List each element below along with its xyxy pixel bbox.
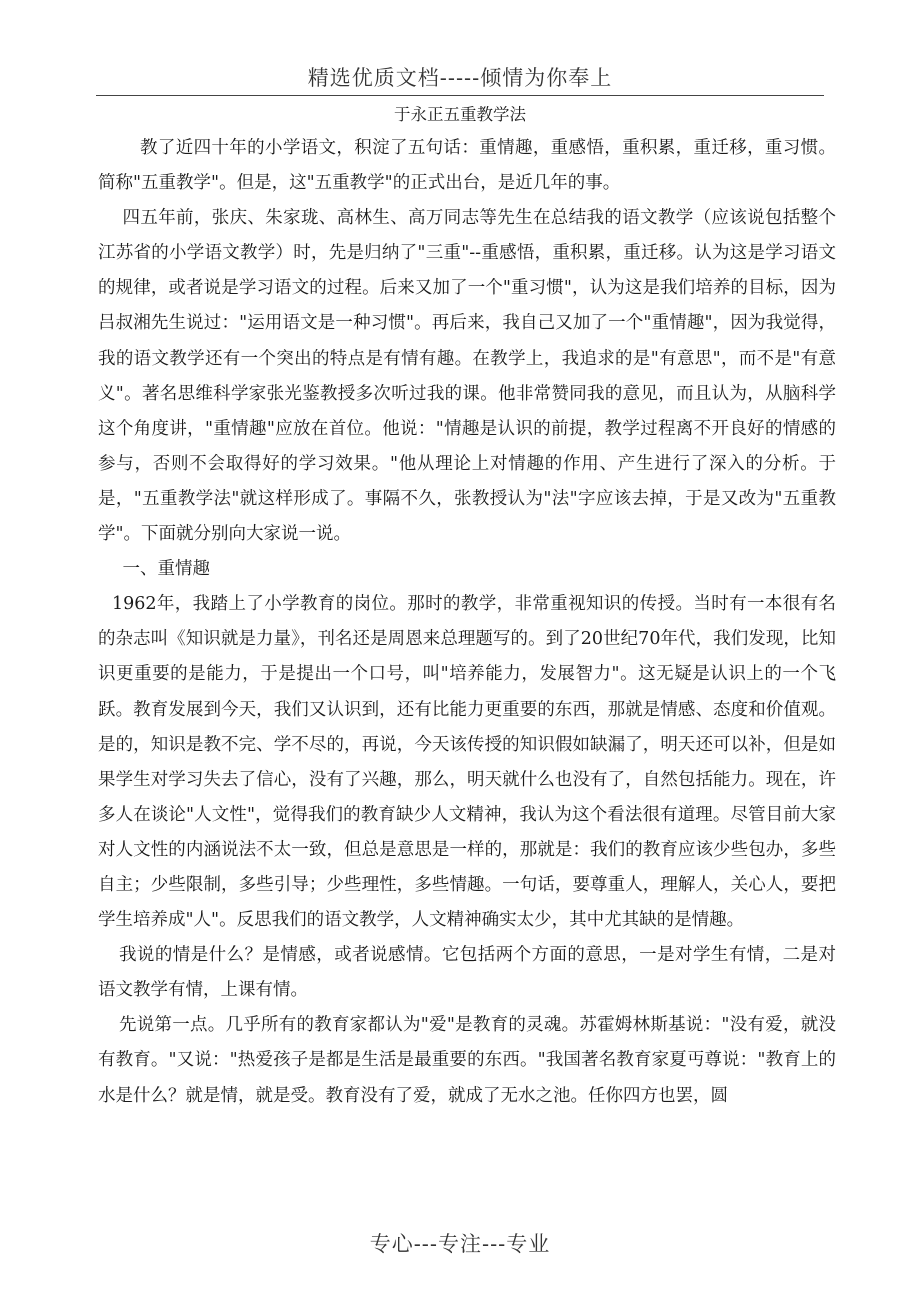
document-body <box>98 131 836 1114</box>
header-divider <box>96 95 824 96</box>
paragraph-qing-definition: 我说的情是什么？是情感，或者说感情。它包括两个方面的意思，一是对学生有情，二是对语文教学有情，上课有情。 <box>98 945 836 1001</box>
document-title: 于永正五重教学法 <box>394 105 526 124</box>
paragraph-1962: 1962年，我踏上了小学教育的岗位。那时的教学，非常重视知识的传授。当时有一本很有名的杂志叫《知识就是力量》，刊名还是周恩来总理题写的。到了20世纪70年代，我们发现，比知识更重要的是能力，于是提出一个口号，叫"培养能力，发展智力"。这无疑是认识上的一个飞跃。教育发展到今天，我们又认识到，还有比能力更重要的东西，那就是情感、态度和价值观。是的，知识是教不完、学不尽的，再说，今天该传授的知识假如缺漏了，明天还可以补，但是如果学生对学习失去了信心，没有了兴趣，那么，明天就什么也没有了，自然包括能力。现在，许多人在谈论"人文性"，觉得我们的教育缺少人文精神，我认为这个看法很有道理。尽管目前大家对人文性的内涵说法不太一致，但总是意思是一样的，那就是：我们的教育应该少些包办，多些自主；少些限制，多些引导；少些理性，多些情趣。一句话，要尊重人，理解人，关心人，要把学生培养成"人"。反思我们的语文教学，人文精神确实太少，其中尤其缺的是情趣。 <box>98 594 836 931</box>
section-heading-qingqu: 一、重情趣 <box>122 559 210 580</box>
paragraph-first-point: 先说第一点。几乎所有的教育家都认为"爱"是教育的灵魂。苏霍姆林斯基说："没有爱，就没有教育。"又说："热爱孩子是都是生活是最重要的东西。"我国著名教育家夏丏尊说："教育上的水是什么？就是情，就是受。教育没有了爱，就成了无水之池。任你四方也罢，圆 <box>98 1015 836 1106</box>
page-header: 精选优质文档-----倾情为你奉上 <box>307 66 613 90</box>
page-footer: 专心---专注---专业 <box>369 1232 551 1256</box>
paragraph-intro: 教了近四十年的小学语文，积淀了五句话：重情趣，重感悟，重积累，重迁移，重习惯。简称"五重教学"。但是，这"五重教学"的正式出台，是近几年的事。 <box>98 138 836 194</box>
paragraph-origin: 四五年前，张庆、朱家珑、高林生、高万同志等先生在总结我的语文教学（应该说包括整个江苏省的小学语文教学）时，先是归纳了"三重"--重感悟，重积累，重迁移。认为这是学习语文的规律，或者说是学习语文的过程。后来又加了一个"重习惯"，认为这是我们培养的目标，因为吕叔湘先生说过："运用语文是一种习惯"。再后来，我自己又加了一个"重情趣"，因为我觉得，我的语文教学还有一个突出的特点是有情有趣。在教学上，我追求的是"有意思"，而不是"有意义"。著名思维科学家张光鉴教授多次听过我的课。他非常赞同我的意见，而且认为，从脑科学这个角度讲，"重情趣"应放在首位。他说："情趣是认识的前提，教学过程离不开良好的情感的参与，否则不会取得好的学习效果。"他从理论上对情趣的作用、产生进行了深入的分析。于是，"五重教学法"就这样形成了。事隔不久，张教授认为"法"字应该去掉，于是又改为"五重教学"。下面就分别向大家说一说。 <box>98 208 836 545</box>
